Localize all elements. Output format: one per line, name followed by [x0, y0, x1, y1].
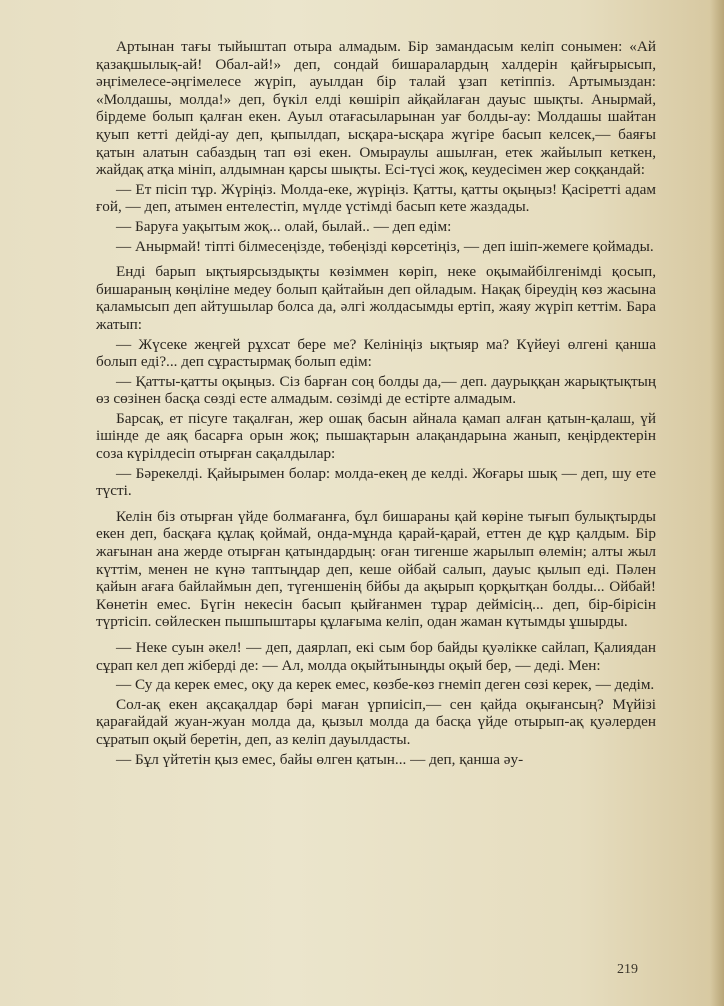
paragraph: — Баруға уақытым жоқ... олай, былай.. — деп едім:	[116, 217, 452, 235]
paragraph: — Су да керек емес, оқу да керек емес, көзбе-көз гнеміп деген сөзі керек, — дедім.	[116, 676, 655, 694]
paragraph: Енді барып ықтыярсыздықты көзіммен көріп, неке оқымайбілгенімді қосып, бишараның көңіліне медеу болып қайтайын деп ойладым. Нақақ біреудің көз жасына қаламысып деп айтушылар болса да, әлгі жолдасымды ертіп, жаяу жүріп кеттім. Бара жатып:	[96, 263, 656, 333]
paragraph: — Бәрекелді. Қайырымен болар: молда-екең де келді. Жоғары шық — деп, шу ете түсті.	[96, 464, 656, 500]
paragraph: — Қатты-қатты оқыңыз. Сіз барған соң болды да,— деп. даурыққан жарықтықтың өз сөзінен басқа сөзді есте алмадым. сөзімді де естірте алмадым.	[96, 372, 656, 408]
page-body-text	[96, 38, 656, 768]
page-number: 219	[617, 962, 638, 977]
paragraph: — Бұл үйтетін қыз емес, байы өлген қатын... — деп, қанша әу-	[116, 750, 524, 768]
paragraph: — Анырмай! тіпті білмесеңізде, төбеңізді көрсетіңіз, — деп ішіп-жемеге қоймады.	[116, 237, 654, 255]
paragraph: — Жүсеке жеңгей рұхсат бере ме? Келініңіз ықтыяр ма? Күйеуі өлгені қанша болып еді?... деп сұрастырмақ болып едім:	[96, 335, 656, 371]
paragraph: Барсақ, ет пісуге тақалған, жер ошақ басын айнала қамап алған қатын-қалаш, үй ішінде де аяқ басарға орын жоқ; пышақтарын алақандарына жанып, кеңірдектерін соза күрілдесіп отырған сақалдылар:	[96, 409, 656, 463]
paragraph: Сол-ақ екен ақсақалдар бәрі маған үрпиісіп,— сен қайда оқығансың? Мүйізі қарағайдай жуан-жуан молда да, қызыл молда да басқа үйде отырып-ақ қуәлерден сұратып оқый беретін, деп, аз келіп дауылдасты.	[96, 695, 656, 748]
paragraph: Келін біз отырған үйде болмағанға, бұл бишараны қай көріне тығып булықтырды екен деп, басқаға құлақ қоймай, онда-мұнда қарай-қарай, еттен де құр қалдым. Бір жағынан ана жерде отырған қатындардың: оған тигенше жарылып өлемін; алты жыл күттім, менен не күнә таптыңдар деп, кеше ойбай салып, дауыс қылып еді. Пәлен қайын ағаға байлаймын деп, түгеншенің бйбы да ақырып қорқытқан болды... Ойбай! Көнетін емес. Бүгін некесін басып қыйғанмен тұрар деймісің... деп, бір-бірісін түртісіп. сөйлескен пышпыштары құлағыма келіп, одан жаман күтымды ұшырды.	[96, 507, 656, 631]
paragraph: — Неке суын әкел! — деп, даярлап, екі сым бор байды қуәлікке сайлап, Қалиядан сұрап кел деп жіберді де: — Ал, молда оқыйтыныңды оқый бер, — деді. Мен:	[96, 639, 656, 674]
page-edge-shadow	[710, 0, 724, 1006]
paragraph: Артынан тағы тыйыштап отыра алмадым. Бір замандасым келіп сонымен: «Ай қазақшылық-ай! Обал-ай!» деп, сондай бишаралардың халдерін қайғырысып, әңгімелесе-әңгімелесе жүріп, ауылдан бір талай ұзап кетіппіз. Артымыздан: «Молдашы, молда!» деп, бүкіл елді көшіріп айқайлаған дауыс шықты. Анырмай, бірдеме болып қалған екен. Ауыл отағасыларынан уағ болды-ау: Молдашы шайтан қуып кетті дейді-ау деп, қыпылдап, ысқара-ысқара жүгіре басып келсек,— баяғы қатын алатын сабаздың тап өзі екен. Омыраулы ашылған, етек жайылып кеткен, жайдақ атқа мініп, алдымнан қарсы шықты. Есі-түсі жоқ, кеудесімен жер соққандай:	[96, 38, 656, 179]
paragraph: — Ет пісіп тұр. Жүріңіз. Молда-еке, жүріңіз. Қатты, қатты оқыңыз! Қасіретті адам ғой, — деп, атымен ентелестіп, мүлде үстімді басып кете жаздады.	[96, 180, 656, 216]
